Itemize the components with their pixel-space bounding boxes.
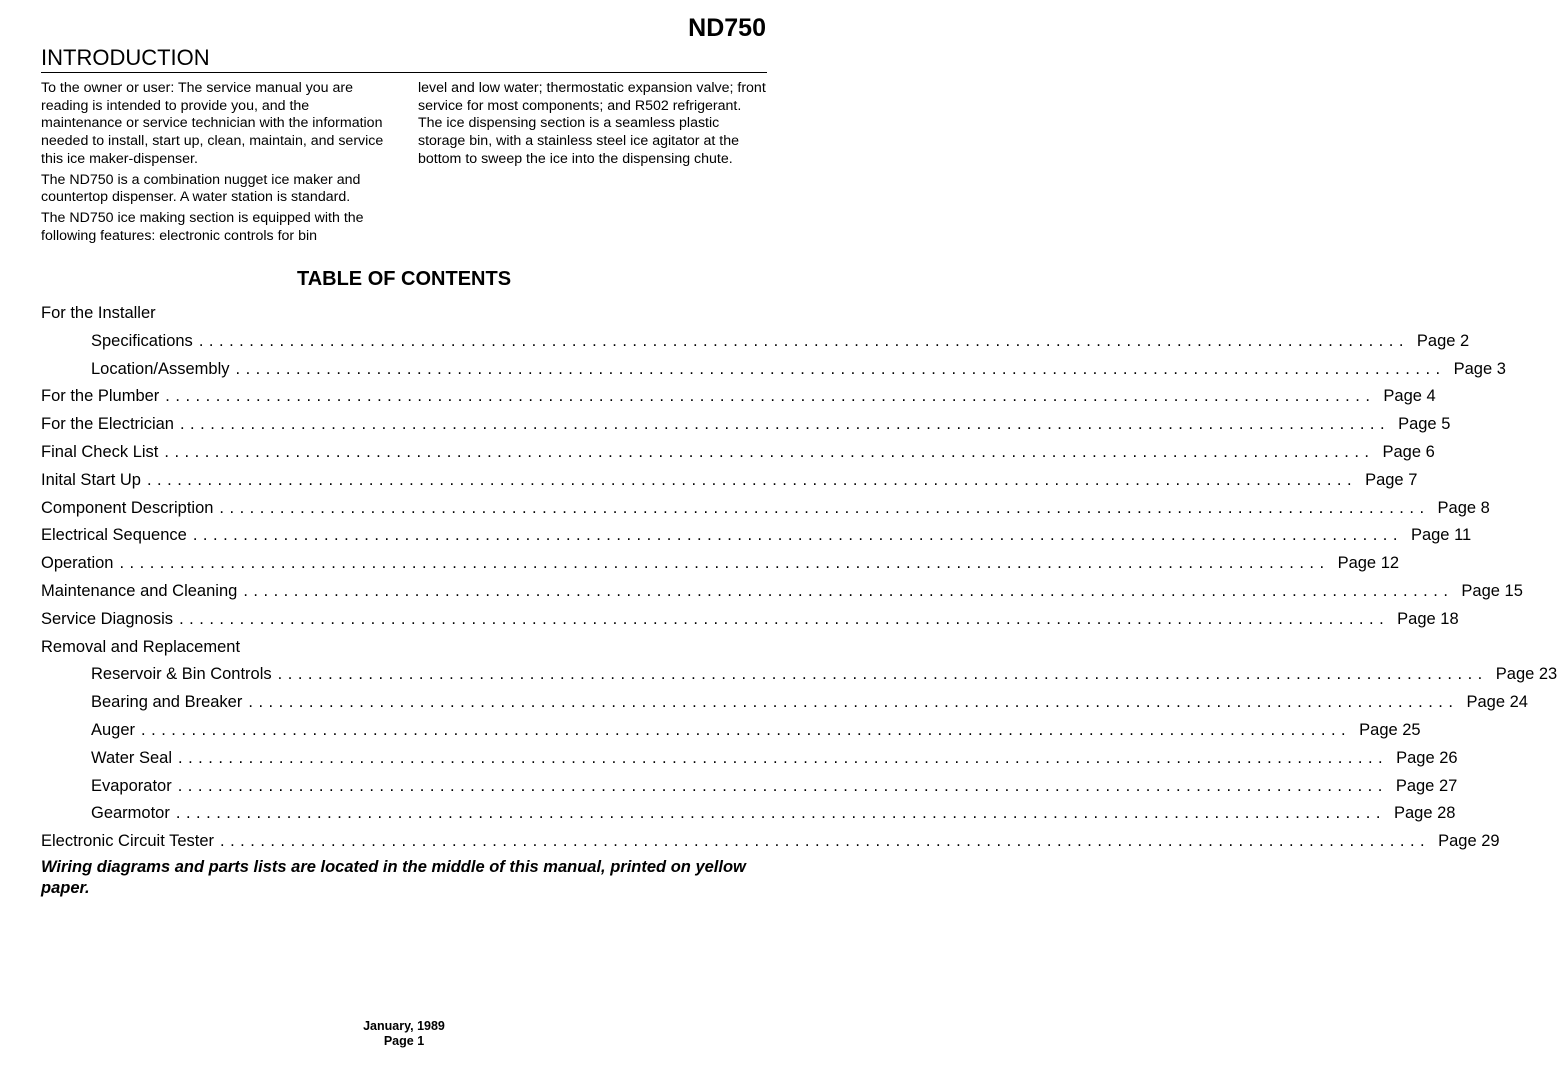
table-of-contents — [41, 300, 1558, 856]
intro-right-column — [418, 80, 768, 172]
toc-entry-page: Page 8 — [1437, 498, 1490, 517]
page-footer — [0, 1019, 808, 1049]
toc-entry[interactable] — [41, 550, 1400, 578]
toc-entry[interactable] — [41, 661, 1558, 689]
toc-entry-page: Page 6 — [1382, 442, 1435, 461]
dot-leader: ........................................................................................................................ — [119, 554, 1330, 573]
section-title: INTRODUCTION — [41, 45, 210, 70]
dot-leader: ........................................................................................................................ — [175, 804, 1386, 823]
toc-entry-page: Page 26 — [1396, 748, 1458, 767]
intro-paragraph: The ND750 is a combination nugget ice maker and countertop dispenser. A water station is standard. — [41, 171, 361, 206]
toc-entry-label: Operation — [41, 554, 114, 573]
toc-entry[interactable] — [41, 356, 1506, 384]
dot-leader: ........................................................................................................................ — [179, 415, 1391, 434]
intro-paragraph: level and low water; thermostatic expansion valve; front service for most components; and R502 refrigerant. The ice dispensing section is a seamless plastic storage bin, with a stainless steel ice agitator at the bottom to sweep the ice into the dispensing chute. — [418, 80, 766, 167]
dot-leader: ........................................................................................................................ — [164, 442, 1375, 461]
toc-entry-page: Page 24 — [1466, 693, 1528, 712]
toc-entry-page: Page 15 — [1461, 581, 1523, 600]
toc-entry-page: Page 27 — [1395, 776, 1458, 795]
toc-entry-label: Inital Start Up — [41, 470, 141, 489]
toc-entry[interactable] — [41, 439, 1435, 467]
dot-leader: ........................................................................................................................ — [165, 387, 1376, 406]
toc-entry-page: Page 11 — [1410, 526, 1472, 545]
toc-entry-page: Page 3 — [1453, 359, 1506, 378]
dot-leader: ........................................................................................................................ — [192, 526, 1403, 545]
toc-entry[interactable] — [41, 689, 1528, 717]
dot-leader: ........................................................................................................................ — [235, 359, 1446, 378]
toc-entry-label: Water Seal — [91, 748, 173, 767]
intro-left-column — [41, 80, 393, 248]
toc-entry-label: Reservoir & Bin Controls — [91, 665, 272, 684]
dot-leader: ........................................................................................................................ — [243, 581, 1454, 600]
toc-entry-label: Auger — [91, 720, 136, 739]
toc-entry-label: Location/Assembly — [91, 359, 230, 378]
toc-entry-label: Service Diagnosis — [41, 609, 174, 628]
toc-entry-label: For the Installer — [41, 304, 156, 322]
toc-entry[interactable] — [41, 495, 1490, 523]
toc-entry-page: Page 4 — [1383, 387, 1436, 406]
toc-entry-label: Evaporator — [91, 776, 172, 795]
toc-entry[interactable] — [41, 828, 1500, 856]
dot-leader: ........................................................................................................................ — [178, 748, 1389, 767]
dot-leader: ........................................................................................................................ — [220, 832, 1431, 851]
dot-leader: ........................................................................................................................ — [198, 331, 1409, 350]
toc-entry-page: Page 2 — [1416, 331, 1470, 350]
toc-entry[interactable] — [41, 328, 1470, 356]
dot-leader: ........................................................................................................................ — [219, 498, 1430, 517]
toc-entry-page: Page 18 — [1397, 609, 1459, 628]
dot-leader: ........................................................................................................................ — [146, 470, 1358, 489]
footer-page-number: Page 1 — [383, 1034, 425, 1048]
toc-entry-page: Page 23 — [1495, 665, 1558, 684]
dot-leader: ........................................................................................................................ — [248, 693, 1459, 712]
toc-entry-label: Removal and Replacement — [41, 637, 241, 656]
toc-entry[interactable] — [41, 522, 1472, 550]
toc-entry-label: For the Plumber — [41, 387, 160, 406]
footer-date: January, 1989 — [363, 1019, 445, 1033]
toc-entry-label: Final Check List — [41, 442, 159, 461]
toc-entry-label: Electronic Circuit Tester — [41, 832, 215, 851]
toc-entry — [41, 634, 755, 662]
toc-entry[interactable] — [41, 745, 1458, 773]
toc-entry-page: Page 5 — [1398, 415, 1451, 434]
toc-entry-label: For the Electrician — [41, 415, 174, 434]
toc-entry[interactable] — [41, 717, 1421, 745]
toc-entry-label: Component Description — [41, 498, 214, 517]
toc-entry-label: Electrical Sequence — [41, 526, 187, 545]
wiring-note: Wiring diagrams and parts lists are located in the middle of this manual, printed on yellow paper. — [41, 858, 746, 897]
toc-title: TABLE OF CONTENTS — [296, 268, 512, 290]
header-rule — [41, 72, 767, 73]
intro-paragraph: To the owner or user: The service manual you are reading is intended to provide you, and the maintenance or service technician with the information needed to install, start up, clean, maintain, and service this ice maker-dispenser. — [41, 80, 384, 167]
toc-entry[interactable] — [41, 773, 1458, 801]
toc-entry[interactable] — [41, 411, 1451, 439]
toc-entry-page: Page 7 — [1365, 470, 1418, 489]
toc-entry[interactable] — [41, 606, 1459, 634]
dot-leader: ........................................................................................................................ — [179, 609, 1390, 628]
toc-entry-page: Page 12 — [1337, 554, 1400, 573]
toc-entry-label: Bearing and Breaker — [91, 693, 243, 712]
dot-leader: ........................................................................................................................ — [141, 720, 1352, 739]
toc-entry[interactable] — [41, 578, 1523, 606]
toc-entry-page: Page 25 — [1359, 720, 1421, 739]
toc-entry-label: Specifications — [91, 331, 193, 350]
dot-leader: ........................................................................................................................ — [277, 665, 1488, 684]
dot-leader: ........................................................................................................................ — [177, 776, 1388, 795]
intro-paragraph: The ND750 ice making section is equipped with the following features: electronic controls for bin — [41, 209, 364, 244]
toc-entry[interactable] — [41, 383, 1436, 411]
toc-entry — [41, 300, 755, 328]
toc-entry[interactable] — [41, 800, 1456, 828]
toc-entry-page: Page 29 — [1438, 832, 1500, 851]
model-number: ND750 — [688, 14, 766, 42]
toc-entry-label: Gearmotor — [91, 804, 170, 823]
toc-entry-label: Maintenance and Cleaning — [41, 581, 238, 600]
toc-entry-page: Page 28 — [1393, 804, 1456, 823]
toc-entry[interactable] — [41, 467, 1418, 495]
